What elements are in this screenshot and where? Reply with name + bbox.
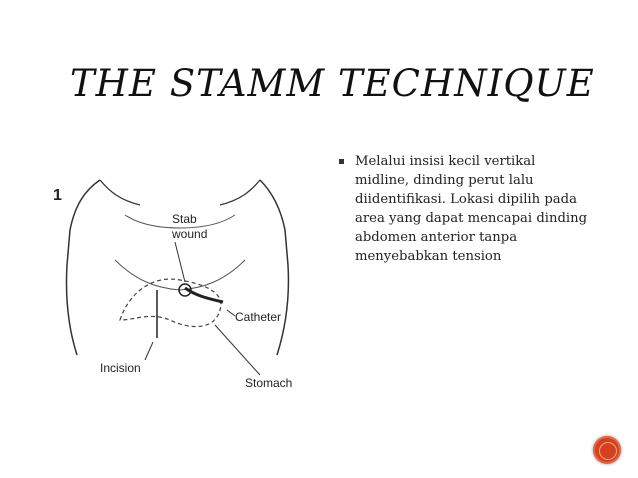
stomach-label: Stomach — [245, 376, 293, 390]
left-shoulder — [100, 180, 140, 205]
torso-right-outline — [260, 180, 288, 355]
stab-wound-pointer — [175, 242, 185, 282]
slide-title: THE STAMM TECHNIQUE — [70, 62, 595, 105]
right-shoulder — [220, 180, 260, 205]
bullet-list — [338, 152, 588, 266]
incision-label: Incision — [100, 361, 141, 375]
stomach-pointer — [215, 325, 260, 375]
figure-number: 1 — [53, 187, 62, 204]
anatomy-illustration — [45, 170, 315, 415]
stab-label-2: wound — [172, 227, 208, 241]
stomach-outline — [120, 279, 221, 327]
bullet-item — [338, 152, 588, 266]
slide-nav-button[interactable] — [593, 436, 621, 464]
catheter-pointer — [227, 310, 235, 316]
stab-label-1: Stab — [172, 212, 197, 226]
bullet-text: Melalui insisi kecil vertikal midline, dinding perut lalu diidentifikasi. Lokasi dipilih pada area yang dapat mencapai dinding abdomen anterior tanpa menyebabkan tension — [355, 154, 588, 264]
square-bullet-icon — [339, 159, 344, 164]
torso-left-outline — [66, 180, 100, 355]
stamm-technique-diagram — [45, 170, 315, 415]
incision-pointer — [145, 342, 153, 360]
catheter-label: Catheter — [235, 310, 282, 324]
